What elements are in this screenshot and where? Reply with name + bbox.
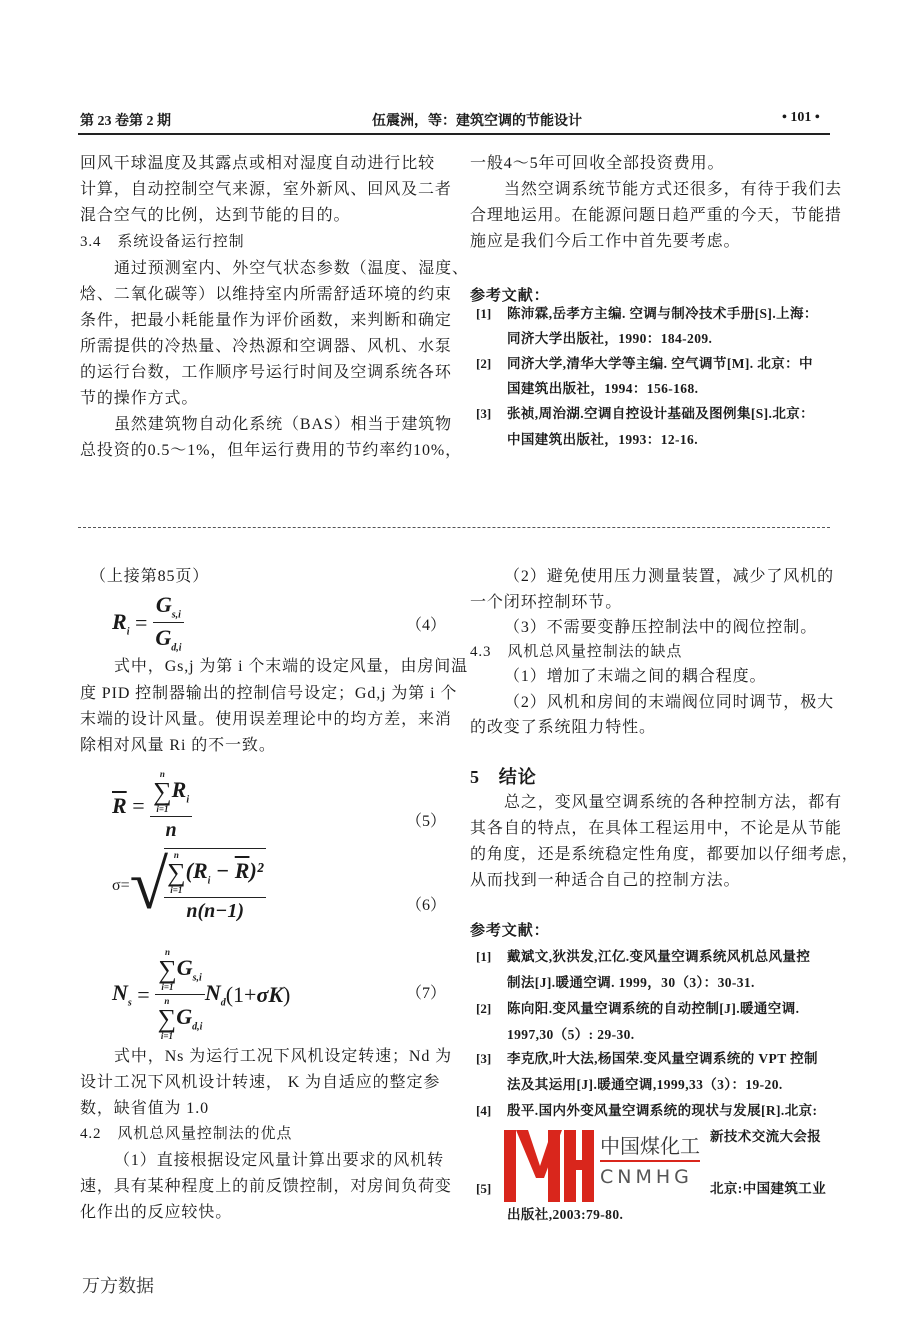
ref-text: 李克欣,叶大法,杨国荣.变风量空调系统的 VPT 控制 <box>507 1051 818 1066</box>
equation-number: （6） <box>406 897 447 914</box>
watermark-en: CNMHG <box>600 1166 693 1188</box>
equation-4: $R_i$ = $\frac{G_{s,i}}{G_{d,i}}$ <box>112 592 184 654</box>
ref-text: 北京:中国建筑工业 <box>710 1181 827 1196</box>
continued-note: （上接第85页） <box>90 568 210 585</box>
text-line: 末端的设计风量。使用误差理论中的均方差，来消 <box>80 711 452 728</box>
text-line: 节的操作方式。 <box>80 390 199 407</box>
ref-text: 陈向阳.变风量空调系统的自动控制[J].暖通空调. <box>507 1001 800 1016</box>
watermark-rule <box>600 1160 700 1162</box>
text-line: （3）不需要变静压控制法中的阀位控制。 <box>504 619 818 636</box>
text-line: 一个闭环控制环节。 <box>470 594 623 611</box>
ref-number: [2] <box>476 1001 492 1016</box>
text-line: 所需提供的冷热量、冷热源和空调器、风机、水泵 <box>80 338 452 355</box>
ref-text: 殷平.国内外变风量空调系统的现状与发展[R].北京: <box>507 1103 818 1118</box>
text-line: 速，具有某种程度上的前反馈控制，对房间负荷变 <box>80 1178 452 1195</box>
text-line: 合理地运用。在能源问题日趋严重的今天，节能措 <box>470 207 842 224</box>
text-line: 设计工况下风机设计转速， K 为自适应的整定参 <box>80 1074 441 1091</box>
text-line: 化作出的反应较快。 <box>80 1204 233 1221</box>
text-line: 当然空调系统节能方式还很多，有待于我们去 <box>504 181 843 198</box>
ref-number: [3] <box>476 1051 492 1066</box>
ref-number: [4] <box>476 1103 492 1118</box>
text-line: 焓、二氧化碳等）以维持室内所需舒适环境的约束 <box>80 286 452 303</box>
equation-number: （4） <box>406 617 447 634</box>
text-line: （1）增加了末端之间的耦合程度。 <box>504 668 767 685</box>
text-line: 一般4～5年可回收全部投资费用。 <box>470 155 725 172</box>
ref-text: 国建筑出版社，1994：156-168. <box>507 381 699 396</box>
text-line: 式中，Gs,j 为第 i 个末端的设定风量，由房间温 <box>114 658 469 675</box>
running-title: 伍震洲，等：建筑空调的节能设计 <box>372 114 582 129</box>
ref-text: 1997,30（5）: 29-30. <box>507 1027 635 1042</box>
equation-number: （7） <box>406 985 447 1002</box>
text-line: 从而找到一种适合自己的控制方法。 <box>470 872 741 889</box>
ref-number: [1] <box>476 306 492 321</box>
ref-number: [3] <box>476 406 492 421</box>
text-line: 度 PID 控制器输出的控制信号设定；Gd,j 为第 i 个 <box>80 685 458 702</box>
text-line: 总投资的0.5～1%，但年运行费用的节约率约10%， <box>80 442 463 459</box>
equation-5: $\overline{R}$ = n ∑ i=1 $R_i$ n <box>112 770 192 842</box>
journal-volume: 第 23 卷第 2 期 <box>80 114 171 129</box>
section-divider <box>78 527 830 528</box>
equation-7: $N_s$ = n ∑ i=1 $G_{s,i}$ n ∑ i=1 $G_{d,i}$ $N_d$ (1+ σK ) <box>112 947 291 1041</box>
ref-text: 中国建筑出版社，1993：12-16. <box>507 432 698 447</box>
watermark-cn: 中国煤化工 <box>600 1134 700 1158</box>
page-number: • 101 • <box>782 110 820 125</box>
references-heading: 参考文献： <box>470 288 550 304</box>
text-line: 其各自的特点，在具体工程运用中，不论是从节能 <box>470 820 842 837</box>
text-line: （2）风机和房间的末端阀位同时调节，极大 <box>504 694 835 711</box>
equation-6: σ= √ n ∑ i=1 $(R_i - \overline{R})^2$ n(n−1) <box>112 848 266 923</box>
section-heading: 4.3 风机总风量控制法的缺点 <box>470 644 683 660</box>
ref-text: 新技术交流大会报 <box>710 1129 822 1144</box>
ref-text: 同济大学出版社，1990：184-209. <box>507 331 713 346</box>
text-line: 的改变了系统阻力特性。 <box>470 719 656 736</box>
text-line: 式中，Ns 为运行工况下风机设定转速；Nd 为 <box>114 1048 453 1065</box>
section-heading-conclusion: 5 结论 <box>470 767 537 787</box>
text-line: 数，缺省值为 1.0 <box>80 1100 210 1117</box>
ref-text: 法及其运用[J].暖通空调,1999,33（3）：19-20. <box>507 1077 783 1092</box>
header-rule <box>78 133 830 135</box>
text-line: 通过预测室内、外空气状态参数（温度、湿度、 <box>114 260 469 277</box>
mh-logo-icon <box>504 1126 596 1204</box>
ref-number: [2] <box>476 356 492 371</box>
text-line: 除相对风量 Ri 的不一致。 <box>80 737 276 754</box>
text-line: 回风干球温度及其露点或相对湿度自动进行比较 <box>80 155 435 172</box>
footer-source: 万方数据 <box>82 1276 154 1297</box>
ref-text: 出版社,2003:79-80. <box>507 1207 624 1222</box>
ref-text: 陈沛霖,岳孝方主编. 空调与制冷技术手册[S].上海： <box>507 306 818 321</box>
ref-text: 张祯,周治湖.空调自控设计基础及图例集[S].北京： <box>507 406 815 421</box>
ref-text: 戴斌文,狄洪发,江亿.变风量空调系统风机总风量控 <box>507 949 811 964</box>
text-line: 计算，自动控制空气来源，室外新风、回风及二者 <box>80 181 452 198</box>
text-line: 施应是我们今后工作中首先要考虑。 <box>470 233 741 250</box>
text-line: 虽然建筑物自动化系统（BAS）相当于建筑物 <box>114 416 453 433</box>
text-line: （2）避免使用压力测量装置，减少了风机的 <box>504 568 835 585</box>
watermark-logo <box>504 1126 704 1204</box>
section-heading: 4.2 风机总风量控制法的优点 <box>80 1126 293 1142</box>
text-line: 的运行台数，工作顺序号运行时间及空调系统各环 <box>80 364 452 381</box>
text-line: 的角度，还是系统稳定性角度，都要加以仔细考虑， <box>470 846 859 863</box>
equation-number: （5） <box>406 813 447 830</box>
ref-number: [5] <box>476 1181 492 1196</box>
text-line: 总之，变风量空调系统的各种控制方法，都有 <box>504 794 843 811</box>
text-line: 混合空气的比例，达到节能的目的。 <box>80 207 351 224</box>
section-heading: 3.4 系统设备运行控制 <box>80 234 245 250</box>
ref-text: 同济大学,清华大学等主编. 空气调节[M]. 北京：中 <box>507 356 813 371</box>
ref-text: 制法[J].暖通空调. 1999，30（3）：30-31. <box>507 975 755 990</box>
text-line: （1）直接根据设定风量计算出要求的风机转 <box>114 1152 445 1169</box>
text-line: 条件，把最小耗能量作为评价函数，来判断和确定 <box>80 312 452 329</box>
ref-number: [1] <box>476 949 492 964</box>
references-heading: 参考文献： <box>470 923 550 939</box>
